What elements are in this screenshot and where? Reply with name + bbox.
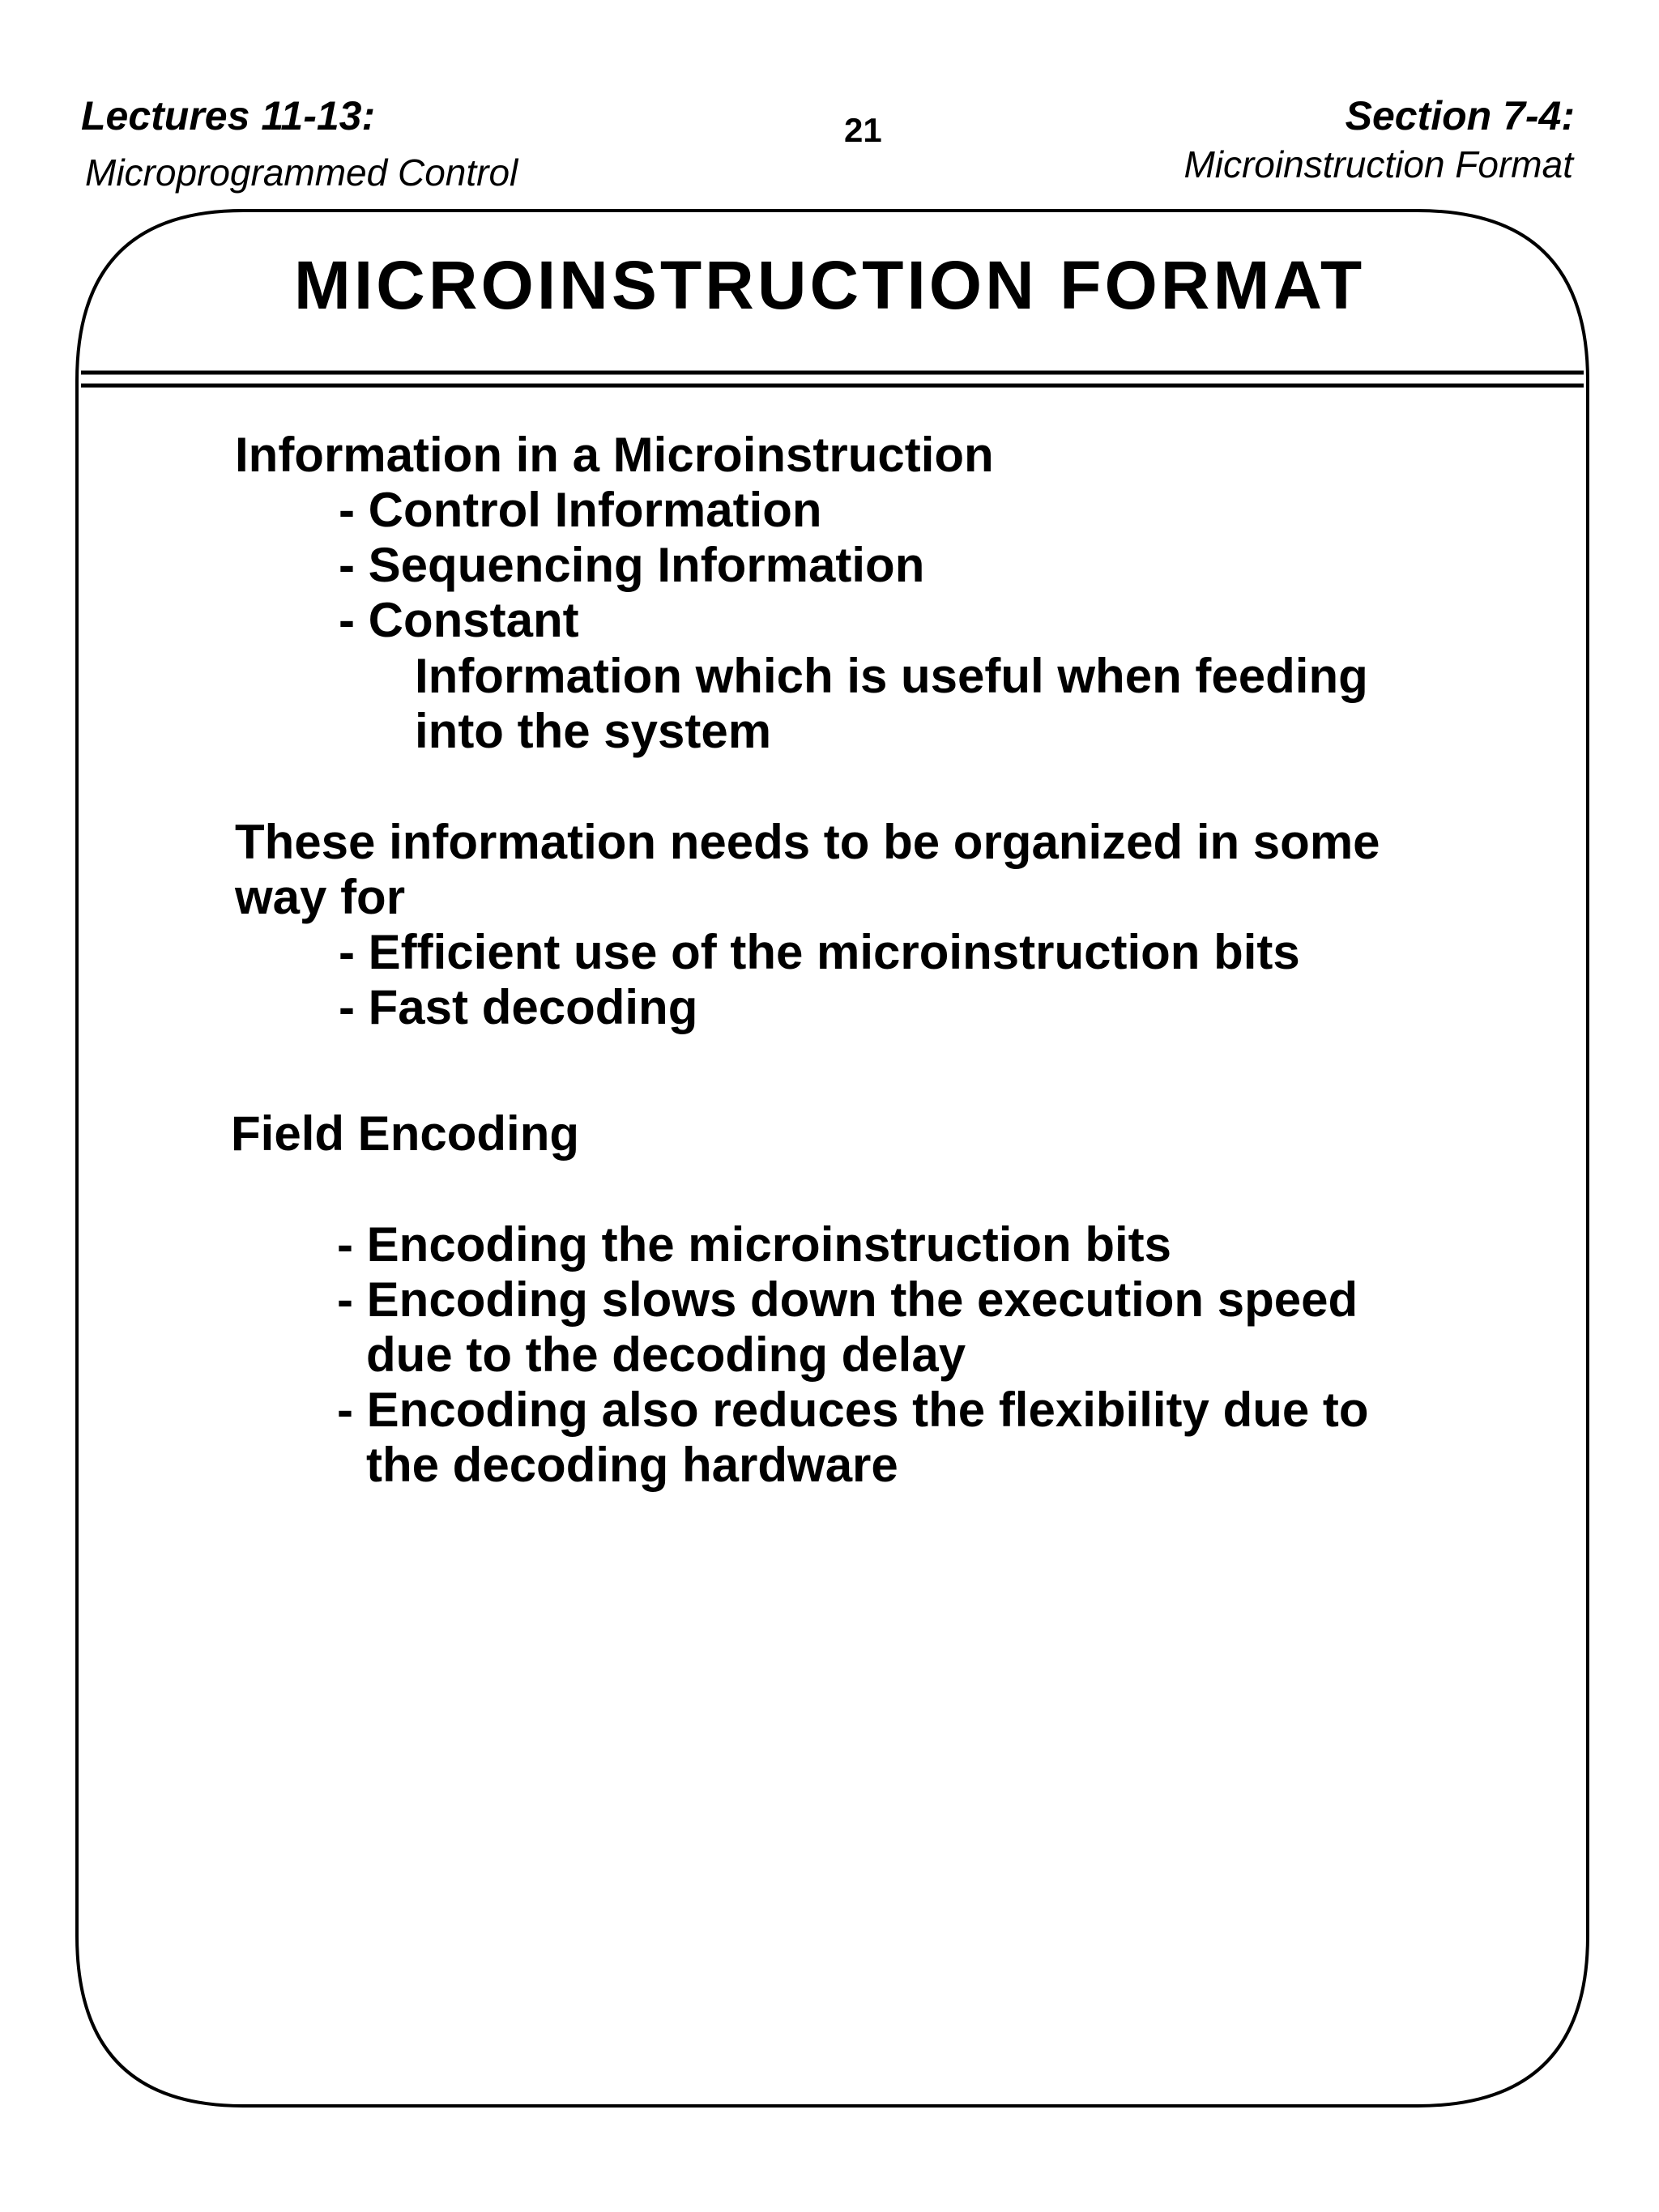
lecture-label: Lectures 11-13: — [81, 93, 376, 139]
list-item: - Constant — [339, 593, 579, 647]
organization-heading: These information needs to be organized in some — [235, 815, 1380, 869]
list-item: - Fast decoding — [339, 980, 698, 1034]
organization-heading: way for — [235, 870, 406, 924]
list-item: - Efficient use of the microinstruction bits — [339, 925, 1300, 979]
lecture-topic: Microprogrammed Control — [85, 151, 518, 194]
constant-note: into the system — [415, 704, 772, 758]
list-item: - Control Information — [339, 483, 822, 537]
constant-note: Information which is useful when feeding — [415, 649, 1368, 703]
list-item: - Sequencing Information — [339, 538, 925, 592]
list-item: - Encoding the microinstruction bits — [337, 1217, 1172, 1272]
slide-title: MICROINSTRUCTION FORMAT — [293, 247, 1366, 323]
list-item: the decoding hardware — [366, 1438, 898, 1492]
list-item: - Encoding slows down the execution speed — [337, 1272, 1358, 1327]
section-label: Section 7-4: — [1345, 93, 1575, 139]
information-heading: Information in a Microinstruction — [235, 428, 994, 482]
field-encoding-heading: Field Encoding — [231, 1106, 579, 1161]
section-topic: Microinstruction Format — [1183, 143, 1573, 185]
page-number: 21 — [844, 111, 882, 149]
list-item: - Encoding also reduces the flexibility due to — [337, 1383, 1369, 1437]
list-item: due to the decoding delay — [366, 1328, 966, 1382]
